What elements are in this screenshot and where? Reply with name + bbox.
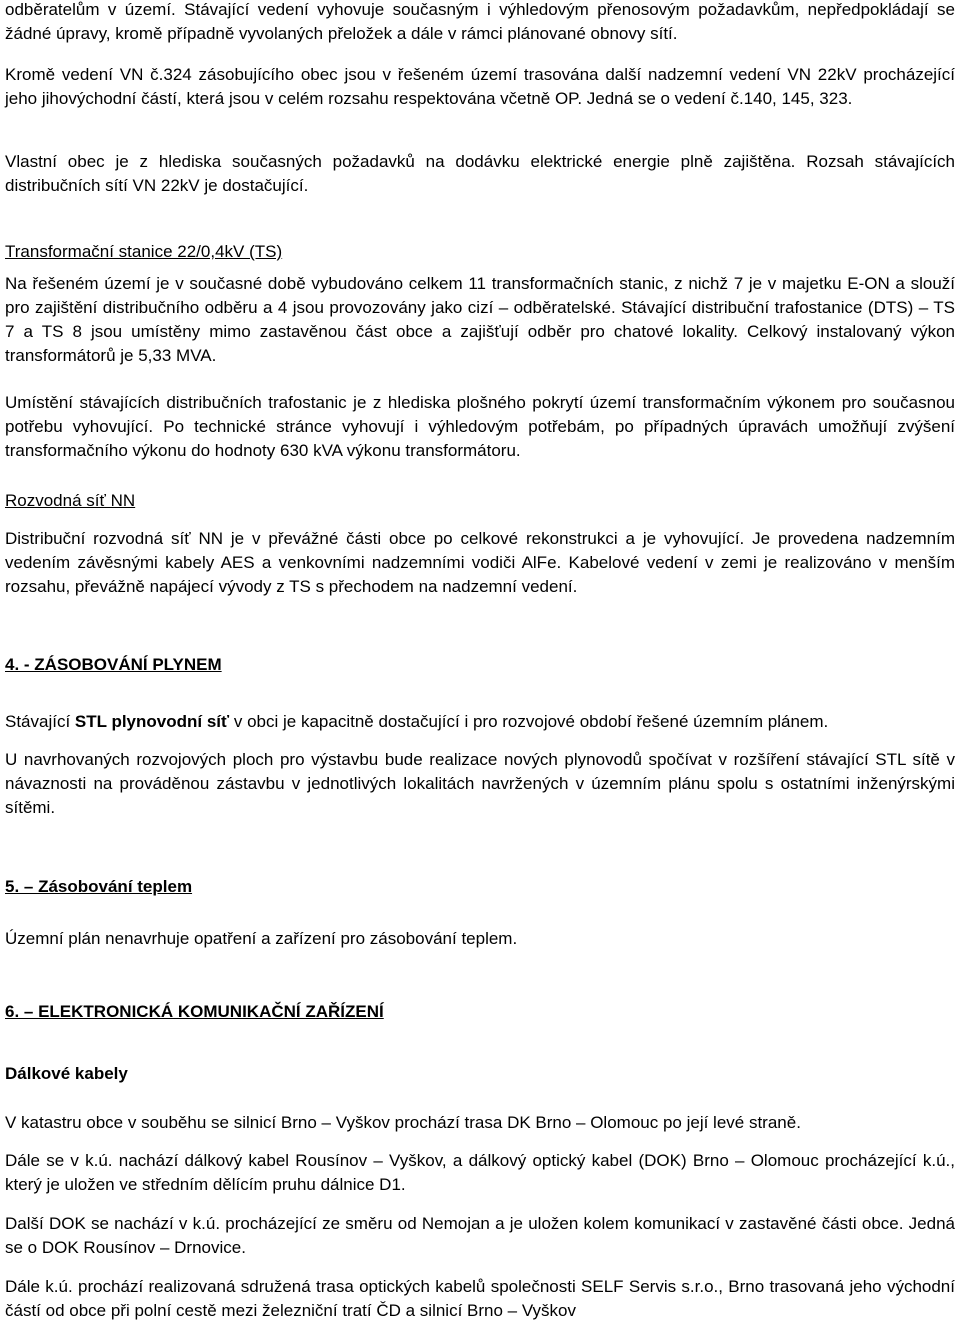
heading-transformer-stations: Transformační stanice 22/0,4kV (TS)	[5, 242, 283, 261]
paragraph-supply-sufficient: Vlastní obec je z hlediska současných požadavků na dodávku elektrické energie plně zajištěna. Rozsah stávajících distribučních sítí VN 22kV je dostačující.	[5, 152, 955, 195]
gas-text-b: v obci je kapacitně dostačující i pro rozvojové období řešené územním plánem.	[229, 712, 829, 731]
paragraph-gas-development: U navrhovaných rozvojových ploch pro výstavbu bude realizace nových plynovodů spočívat v rozšíření stávající STL sítě v návaznosti na prováděnou zástavbu v jednotlivých lokalitách navržených v územním plánu spolu s ostatními inženýrskými sítěmi.	[5, 750, 955, 817]
heading-gas-supply: 4. - ZÁSOBOVÁNÍ PLYNEM	[5, 655, 222, 674]
paragraph-gas-network	[5, 710, 955, 734]
heading-heat-supply: 5. – Zásobování teplem	[5, 877, 193, 896]
heading-electronic-communications: 6. – ELEKTRONICKÁ KOMUNIKAČNÍ ZAŘÍZENÍ	[5, 1002, 384, 1021]
paragraph-vn-lines-intro: odběratelům v území. Stávající vedení vyhovuje současným i výhledovým přenosovým požadavkům, nepředpokládají se žádné úpravy, kromě případně vyvolaných přeložek a dále v rámci plánované obnovy sítí.	[5, 0, 955, 43]
paragraph-dok-rousinov-drnovice: Další DOK se nachází v k.ú. procházející ze směru od Nemojan a je uložen kolem komunikací v zastavěné části obce. Jedná se o DOK Rousínov – Drnovice.	[5, 1214, 955, 1257]
paragraph-self-servis-route: Dále k.ú. prochází realizovaná sdružená trasa optických kabelů společnosti SELF Servis s.r.o., Brno trasovaná jeho východní částí od obce při polní cestě mezi železniční tratí ČD a silnicí Brno – Vyškov	[5, 1277, 955, 1320]
gas-network-emphasis: STL plynovodní síť	[74, 712, 230, 731]
paragraph-dok-d1: Dále se v k.ú. nachází dálkový kabel Rousínov – Vyškov, a dálkový optický kabel (DOK) Brno – Olomouc procházející k.ú., který je uložen ve středním dělícím pruhu dálnice D1.	[5, 1151, 955, 1194]
gas-text-a: Stávající	[5, 712, 75, 731]
paragraph-dts-placement: Umístění stávajících distribučních trafostanic je z hlediska plošného pokrytí území transformačním výkonem pro současnou potřebu vyhovující. Po technické stránce vyhovují i výhledovým potřebám, po případných úpravách umožňují zvýšení transformačního výkonu do hodnoty 630 kVA výkonu transformátoru.	[5, 393, 955, 460]
heading-long-distance-cables: Dálkové kabely	[5, 1064, 128, 1083]
heading-distribution-network: Rozvodná síť NN	[5, 491, 136, 510]
paragraph-dk-brno-olomouc: V katastru obce v souběhu se silnicí Brno – Vyškov prochází trasa DK Brno – Olomouc po její levé straně.	[5, 1113, 801, 1132]
paragraph-distribution-network: Distribuční rozvodná síť NN je v převážné části obce po celkové rekonstrukci a je vyhovující. Je provedena nadzemním vedením závěsnými kabely AES a venkovními nadzemními vodiči AlFe. Kabelové vedení v zemi je realizováno v menším rozsahu, převážně napájecí vývody z TS s přechodem na nadzemní vedení.	[5, 529, 955, 596]
paragraph-vn-324: Kromě vedení VN č.324 zásobujícího obec jsou v řešeném území trasována další nadzemní vedení VN 22kV procházející jeho jihovýchodní částí, která jsou v celém rozsahu respektována včetně OP. Jedná se o vedení č.140, 145, 323.	[5, 65, 955, 108]
paragraph-transformer-stations: Na řešeném území je v současné době vybudováno celkem 11 transformačních stanic, z nichž 7 je v majetku E-ON a slouží pro zajištění distribučního odběru a 4 jsou provozovány jako cizí – odběratelské. Stávající distribuční trafostanice (DTS) – TS 7 a TS 8 jsou umístěny mimo zastavěnou část obce a zajišťují odběr pro chatové lokality. Celkový instalovaný výkon transformátorů je 5,33 MVA.	[5, 274, 955, 365]
paragraph-heat-supply: Územní plán nenavrhuje opatření a zařízení pro zásobování teplem.	[5, 929, 518, 948]
